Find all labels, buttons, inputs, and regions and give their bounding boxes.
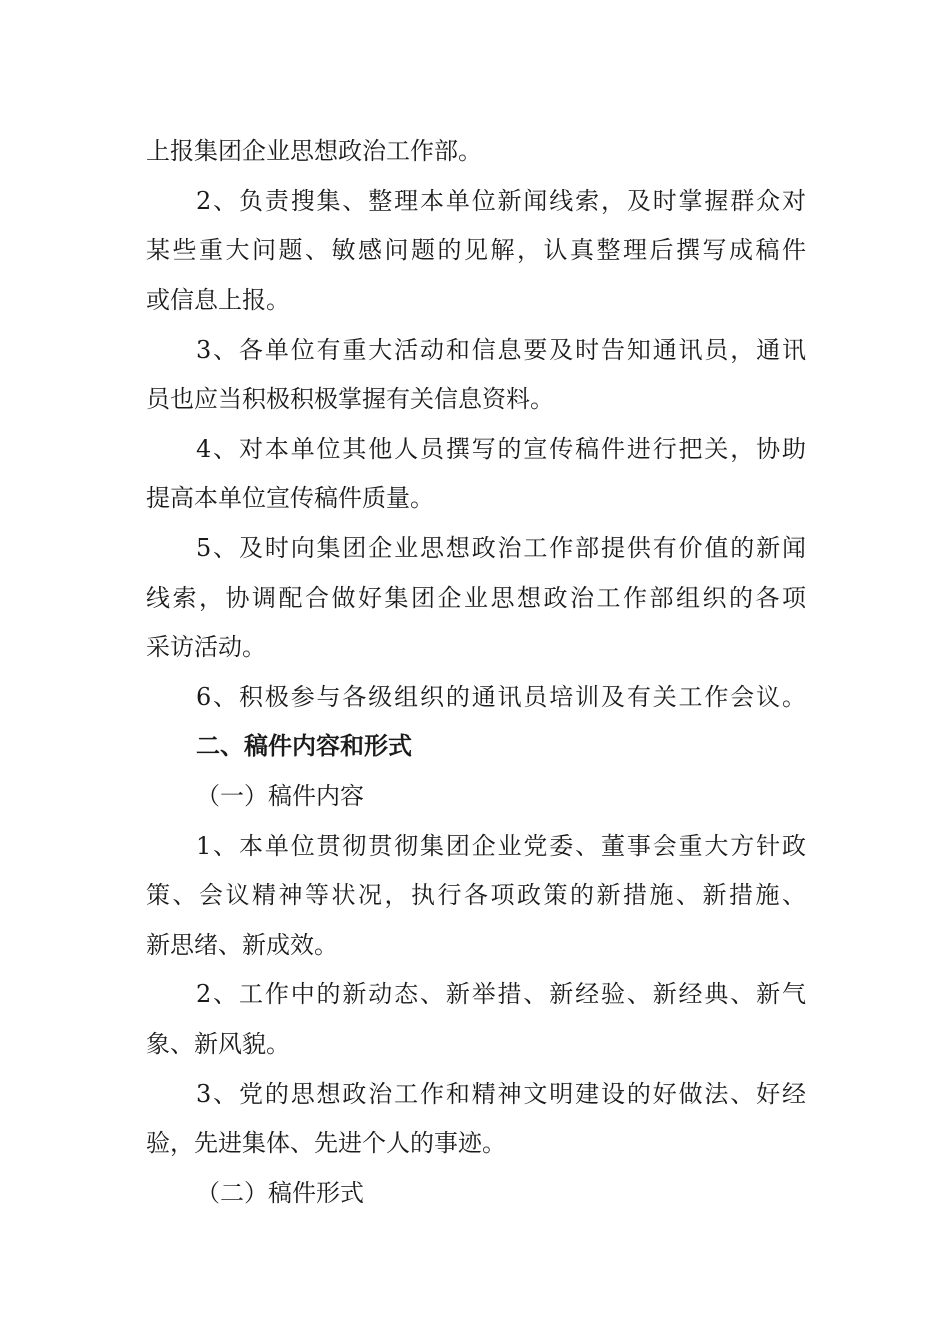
paragraph-line: 3、各单位有重大活动和信息要及时告知通讯员，通讯: [196, 336, 806, 364]
paragraph-line: 5、及时向集团企业思想政治工作部提供有价值的新闻: [196, 534, 806, 562]
paragraph-line: 1、本单位贯彻贯彻集团企业党委、董事会重大方针政: [196, 832, 806, 860]
paragraph-line: 线索，协调配合做好集团企业思想政治工作部组织的各项: [146, 584, 806, 612]
paragraph-line: 验，先进集体、先进个人的事迹。: [146, 1129, 506, 1157]
paragraph-line: 2、工作中的新动态、新举措、新经验、新经典、新气: [196, 980, 806, 1008]
paragraph-line: 新思绪、新成效。: [146, 931, 338, 959]
paragraph-line: 6、积极参与各级组织的通讯员培训及有关工作会议。: [196, 683, 806, 711]
paragraph-line: 提高本单位宣传稿件质量。: [146, 484, 434, 512]
paragraph-line: 2、负责搜集、整理本单位新闻线索，及时掌握群众对: [196, 187, 806, 215]
section-heading: 二、稿件内容和形式: [196, 732, 412, 760]
paragraph-line: 策、会议精神等状况，执行各项政策的新措施、新措施、: [146, 881, 806, 909]
paragraph-line: 或信息上报。: [146, 286, 290, 314]
paragraph-line: 上报集团企业思想政治工作部。: [146, 137, 482, 165]
paragraph-line: 3、党的思想政治工作和精神文明建设的好做法、好经: [196, 1080, 806, 1108]
paragraph-line: 象、新风貌。: [146, 1030, 290, 1058]
subsection-heading: （二）稿件形式: [196, 1179, 364, 1207]
paragraph-line: 员也应当积极积极掌握有关信息资料。: [146, 385, 554, 413]
paragraph-line: 采访活动。: [146, 633, 266, 661]
paragraph-line: 某些重大问题、敏感问题的见解，认真整理后撰写成稿件: [146, 236, 806, 264]
subsection-heading: （一）稿件内容: [196, 782, 364, 810]
paragraph-line: 4、对本单位其他人员撰写的宣传稿件进行把关，协助: [196, 435, 806, 463]
